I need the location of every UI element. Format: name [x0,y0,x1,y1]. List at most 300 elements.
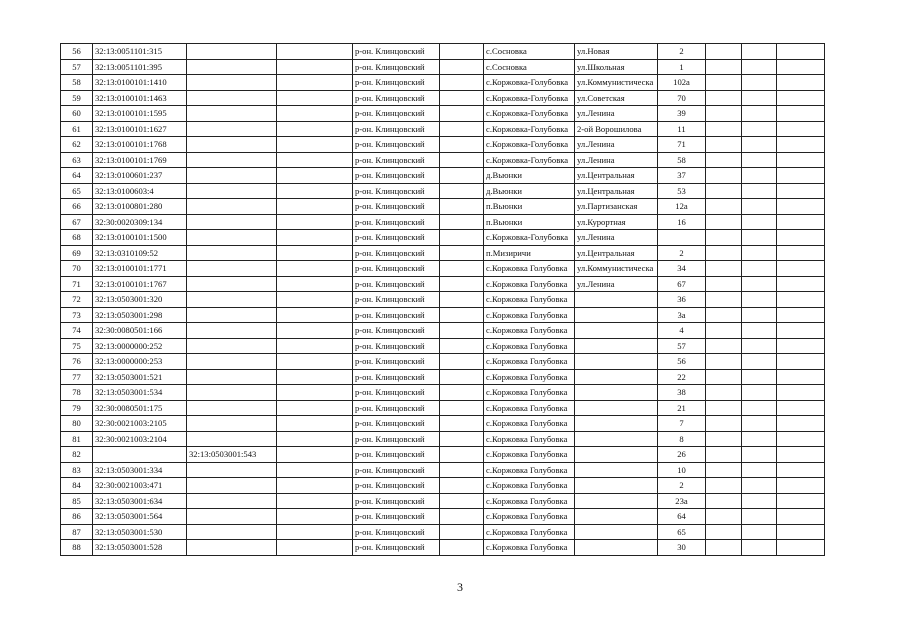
cell-street [575,385,658,401]
cell-settlement: с.Коржовка Голубовка [484,416,575,432]
cell-empty [742,338,777,354]
cell-cadastral-number-alt [187,230,277,246]
cell-street [575,493,658,509]
cell-house-number: 2 [658,245,706,261]
cell-house-number: 71 [658,137,706,153]
cell-district: р-он. Клинцовский [353,307,440,323]
cell-row-number: 76 [61,354,93,370]
cell-cadastral-number: 32:13:0503001:530 [93,524,187,540]
cell-empty [777,199,825,215]
cell-empty [440,44,484,60]
table-row [61,416,825,432]
cell-house-number: 7 [658,416,706,432]
cell-cadastral-number-alt [187,524,277,540]
cell-empty [742,183,777,199]
table-row [61,59,825,75]
cell-settlement: с.Коржовка-Голубовка [484,137,575,153]
cell-empty [777,168,825,184]
cell-empty [277,509,353,525]
cell-empty [742,416,777,432]
cell-empty [777,509,825,525]
cell-house-number: 56 [658,354,706,370]
cell-row-number: 86 [61,509,93,525]
cell-cadastral-number: 32:13:0503001:564 [93,509,187,525]
cell-empty [777,478,825,494]
cell-row-number: 85 [61,493,93,509]
cell-cadastral-number: 32:13:0100101:1767 [93,276,187,292]
cell-settlement: с.Коржовка-Голубовка [484,230,575,246]
cell-street [575,292,658,308]
cell-empty [742,493,777,509]
cell-empty [277,478,353,494]
cell-empty [277,493,353,509]
cell-settlement: с.Коржовка Голубовка [484,307,575,323]
cell-settlement: п.Мизиричи [484,245,575,261]
cell-empty [777,183,825,199]
cell-row-number: 62 [61,137,93,153]
cell-cadastral-number-alt [187,90,277,106]
cell-cadastral-number: 32:30:0021003:2105 [93,416,187,432]
cell-cadastral-number-alt [187,276,277,292]
cell-empty [706,245,742,261]
cell-empty [742,121,777,137]
cell-empty [440,493,484,509]
cell-empty [706,478,742,494]
table-row [61,354,825,370]
cell-cadastral-number: 32:13:0503001:528 [93,540,187,556]
cell-street [575,323,658,339]
cell-empty [440,168,484,184]
cell-empty [706,323,742,339]
cell-empty [440,307,484,323]
cell-empty [777,524,825,540]
cell-house-number: 3а [658,307,706,323]
cell-empty [742,152,777,168]
cell-empty [706,199,742,215]
cell-empty [777,152,825,168]
cell-empty [742,509,777,525]
cell-empty [706,400,742,416]
cell-settlement: с.Коржовка Голубовка [484,276,575,292]
cell-house-number: 39 [658,106,706,122]
cell-empty [706,292,742,308]
cell-empty [706,261,742,277]
cell-empty [742,385,777,401]
cell-settlement: с.Коржовка Голубовка [484,447,575,463]
cell-row-number: 78 [61,385,93,401]
cell-cadastral-number: 32:30:0080501:175 [93,400,187,416]
cell-street [575,431,658,447]
cell-settlement: с.Сосновка [484,44,575,60]
cell-district: р-он. Клинцовский [353,183,440,199]
table-row [61,478,825,494]
cell-street: ул.Советская [575,90,658,106]
cell-empty [277,276,353,292]
cell-empty [742,137,777,153]
cell-empty [440,183,484,199]
cell-cadastral-number: 32:30:0020309:134 [93,214,187,230]
cell-district: р-он. Клинцовский [353,75,440,91]
cell-row-number: 82 [61,447,93,463]
cell-district: р-он. Клинцовский [353,478,440,494]
cell-street: ул.Школьная [575,59,658,75]
cell-empty [742,478,777,494]
cell-cadastral-number: 32:13:0100601:237 [93,168,187,184]
cell-street [575,354,658,370]
cell-empty [742,261,777,277]
cell-empty [706,168,742,184]
cell-street: ул.Ленина [575,230,658,246]
table-row [61,524,825,540]
cell-empty [742,524,777,540]
cell-cadastral-number: 32:13:0100101:1768 [93,137,187,153]
cell-empty [440,540,484,556]
table-row [61,75,825,91]
cell-empty [706,369,742,385]
cell-house-number: 58 [658,152,706,168]
cell-empty [706,44,742,60]
cell-empty [742,59,777,75]
table-row [61,323,825,339]
cell-empty [777,59,825,75]
table-row [61,90,825,106]
cell-house-number: 53 [658,183,706,199]
table-row [61,261,825,277]
cell-district: р-он. Клинцовский [353,447,440,463]
cell-settlement: с.Сосновка [484,59,575,75]
cell-empty [777,416,825,432]
cell-empty [440,338,484,354]
cell-street: ул.Новая [575,44,658,60]
cell-row-number: 59 [61,90,93,106]
cell-settlement: с.Коржовка Голубовка [484,354,575,370]
cell-street [575,540,658,556]
cell-district: р-он. Клинцовский [353,400,440,416]
table-row [61,385,825,401]
cell-cadastral-number: 32:13:0100101:1769 [93,152,187,168]
cell-empty [706,214,742,230]
cell-district: р-он. Клинцовский [353,230,440,246]
cell-empty [742,323,777,339]
cell-cadastral-number-alt [187,168,277,184]
cell-house-number: 11 [658,121,706,137]
cell-empty [742,230,777,246]
cell-cadastral-number-alt [187,416,277,432]
cell-cadastral-number: 32:13:0503001:334 [93,462,187,478]
cell-street [575,509,658,525]
cell-empty [706,540,742,556]
cell-empty [742,369,777,385]
cell-empty [277,59,353,75]
cell-district: р-он. Клинцовский [353,59,440,75]
cell-empty [777,354,825,370]
cell-empty [742,199,777,215]
cell-empty [277,168,353,184]
cell-district: р-он. Клинцовский [353,323,440,339]
cell-street [575,369,658,385]
cell-empty [706,59,742,75]
cell-empty [777,121,825,137]
cell-street [575,524,658,540]
table-row [61,121,825,137]
cell-cadastral-number-alt [187,214,277,230]
cell-district: р-он. Клинцовский [353,199,440,215]
cell-house-number: 36 [658,292,706,308]
cell-row-number: 60 [61,106,93,122]
cell-settlement: с.Коржовка Голубовка [484,462,575,478]
cell-row-number: 66 [61,199,93,215]
cell-empty [706,230,742,246]
cell-district: р-он. Клинцовский [353,214,440,230]
cell-empty [742,44,777,60]
cell-cadastral-number-alt [187,323,277,339]
cell-cadastral-number: 32:13:0503001:634 [93,493,187,509]
cell-empty [277,431,353,447]
cell-empty [277,44,353,60]
cell-settlement: с.Коржовка-Голубовка [484,75,575,91]
cell-district: р-он. Клинцовский [353,354,440,370]
cell-cadastral-number-alt [187,137,277,153]
cell-cadastral-number: 32:13:0100101:1771 [93,261,187,277]
cell-house-number: 30 [658,540,706,556]
cell-empty [706,307,742,323]
cell-cadastral-number [93,447,187,463]
cell-settlement: с.Коржовка Голубовка [484,369,575,385]
cell-house-number: 57 [658,338,706,354]
cell-empty [706,493,742,509]
cell-empty [777,369,825,385]
cell-district: р-он. Клинцовский [353,540,440,556]
cell-cadastral-number: 32:30:0080501:166 [93,323,187,339]
cell-empty [706,354,742,370]
cell-district: р-он. Клинцовский [353,462,440,478]
cell-row-number: 71 [61,276,93,292]
page-number: 3 [457,580,463,594]
cell-street [575,400,658,416]
cell-empty [777,44,825,60]
cell-row-number: 73 [61,307,93,323]
cell-district: р-он. Клинцовский [353,493,440,509]
cell-settlement: с.Коржовка Голубовка [484,338,575,354]
cell-house-number: 12а [658,199,706,215]
cell-empty [440,276,484,292]
cell-house-number: 21 [658,400,706,416]
table-body [61,44,825,556]
cell-empty [440,447,484,463]
cell-cadastral-number-alt [187,493,277,509]
cell-district: р-он. Клинцовский [353,385,440,401]
cell-settlement: д.Вьюнки [484,168,575,184]
cell-empty [277,121,353,137]
cell-house-number: 2 [658,44,706,60]
cell-row-number: 63 [61,152,93,168]
cell-cadastral-number-alt [187,354,277,370]
cell-settlement: с.Коржовка-Голубовка [484,121,575,137]
cell-empty [440,323,484,339]
table-row [61,462,825,478]
cell-cadastral-number-alt [187,431,277,447]
cell-row-number: 77 [61,369,93,385]
table-row [61,199,825,215]
cell-empty [440,214,484,230]
cell-street: ул.Центральная [575,168,658,184]
table-row [61,400,825,416]
cell-empty [277,106,353,122]
cell-cadastral-number: 32:13:0100801:280 [93,199,187,215]
cell-settlement: с.Коржовка Голубовка [484,524,575,540]
cell-street [575,462,658,478]
cell-empty [440,416,484,432]
cell-empty [742,307,777,323]
cell-empty [706,75,742,91]
cell-row-number: 88 [61,540,93,556]
cell-street: ул.Ленина [575,276,658,292]
cell-settlement: с.Коржовка Голубовка [484,323,575,339]
cell-empty [777,540,825,556]
cell-cadastral-number: 32:13:0051101:395 [93,59,187,75]
cell-settlement: п.Вьюнки [484,199,575,215]
cell-empty [440,137,484,153]
cell-settlement: с.Коржовка Голубовка [484,261,575,277]
table-row [61,338,825,354]
cell-empty [742,354,777,370]
cell-house-number: 102а [658,75,706,91]
cell-row-number: 80 [61,416,93,432]
cell-empty [777,230,825,246]
cell-house-number: 67 [658,276,706,292]
cell-empty [440,106,484,122]
cell-street: ул.Центральная [575,245,658,261]
table-row [61,307,825,323]
cell-cadastral-number: 32:13:0503001:534 [93,385,187,401]
cell-cadastral-number-alt [187,338,277,354]
cell-row-number: 84 [61,478,93,494]
cell-row-number: 56 [61,44,93,60]
cell-empty [742,90,777,106]
cell-street: ул.Курортная [575,214,658,230]
cell-empty [277,137,353,153]
cell-empty [777,338,825,354]
cell-settlement: с.Коржовка Голубовка [484,478,575,494]
cell-cadastral-number: 32:13:0100101:1463 [93,90,187,106]
cell-empty [440,431,484,447]
cell-district: р-он. Клинцовский [353,261,440,277]
cell-empty [277,462,353,478]
cell-district: р-он. Клинцовский [353,369,440,385]
cell-empty [706,431,742,447]
cell-cadastral-number: 32:13:0503001:521 [93,369,187,385]
cell-district: р-он. Клинцовский [353,44,440,60]
cell-row-number: 64 [61,168,93,184]
cell-empty [440,369,484,385]
table-row [61,540,825,556]
cell-street [575,447,658,463]
cell-row-number: 70 [61,261,93,277]
cell-empty [777,292,825,308]
cell-cadastral-number: 32:13:0000000:252 [93,338,187,354]
cell-empty [777,106,825,122]
cell-empty [277,524,353,540]
cell-empty [777,245,825,261]
cell-settlement: с.Коржовка Голубовка [484,400,575,416]
property-register-table [60,43,825,556]
cell-row-number: 72 [61,292,93,308]
cell-cadastral-number-alt [187,152,277,168]
cell-empty [777,214,825,230]
table-row [61,369,825,385]
cell-district: р-он. Клинцовский [353,121,440,137]
cell-row-number: 75 [61,338,93,354]
cell-house-number: 2 [658,478,706,494]
cell-empty [440,121,484,137]
cell-empty [277,400,353,416]
cell-empty [777,261,825,277]
cell-empty [706,447,742,463]
cell-house-number: 65 [658,524,706,540]
table-row [61,44,825,60]
cell-cadastral-number: 32:13:0100101:1500 [93,230,187,246]
cell-empty [777,75,825,91]
cell-cadastral-number-alt [187,462,277,478]
cell-empty [777,462,825,478]
cell-settlement: с.Коржовка Голубовка [484,493,575,509]
cell-settlement: с.Коржовка-Голубовка [484,90,575,106]
cell-house-number: 70 [658,90,706,106]
cell-settlement: п.Вьюнки [484,214,575,230]
cell-house-number: 64 [658,509,706,525]
cell-cadastral-number-alt [187,44,277,60]
table-row [61,431,825,447]
cell-district: р-он. Клинцовский [353,416,440,432]
cell-row-number: 81 [61,431,93,447]
cell-settlement: с.Коржовка-Голубовка [484,152,575,168]
cell-street: ул.Коммунистическа [575,261,658,277]
cell-house-number: 38 [658,385,706,401]
cell-street: ул.Центральная [575,183,658,199]
cell-cadastral-number: 32:30:0021003:2104 [93,431,187,447]
table-row [61,152,825,168]
cell-house-number: 23а [658,493,706,509]
cell-empty [777,385,825,401]
cell-cadastral-number: 32:13:0310109:52 [93,245,187,261]
cell-cadastral-number-alt [187,199,277,215]
table-row [61,137,825,153]
cell-empty [277,447,353,463]
cell-cadastral-number-alt [187,307,277,323]
cell-empty [742,540,777,556]
cell-row-number: 79 [61,400,93,416]
cell-cadastral-number-alt [187,400,277,416]
cell-empty [706,121,742,137]
cell-empty [742,106,777,122]
cell-empty [277,261,353,277]
cell-settlement: с.Коржовка Голубовка [484,509,575,525]
cell-district: р-он. Клинцовский [353,431,440,447]
cell-empty [440,478,484,494]
cell-street: ул.Ленина [575,137,658,153]
cell-empty [777,90,825,106]
table-row [61,214,825,230]
cell-empty [440,245,484,261]
cell-empty [742,276,777,292]
cell-house-number: 1 [658,59,706,75]
cell-settlement: с.Коржовка Голубовка [484,431,575,447]
cell-empty [706,416,742,432]
cell-street: ул.Коммунистическа [575,75,658,91]
cell-empty [742,447,777,463]
cell-empty [277,199,353,215]
cell-settlement: с.Коржовка-Голубовка [484,106,575,122]
